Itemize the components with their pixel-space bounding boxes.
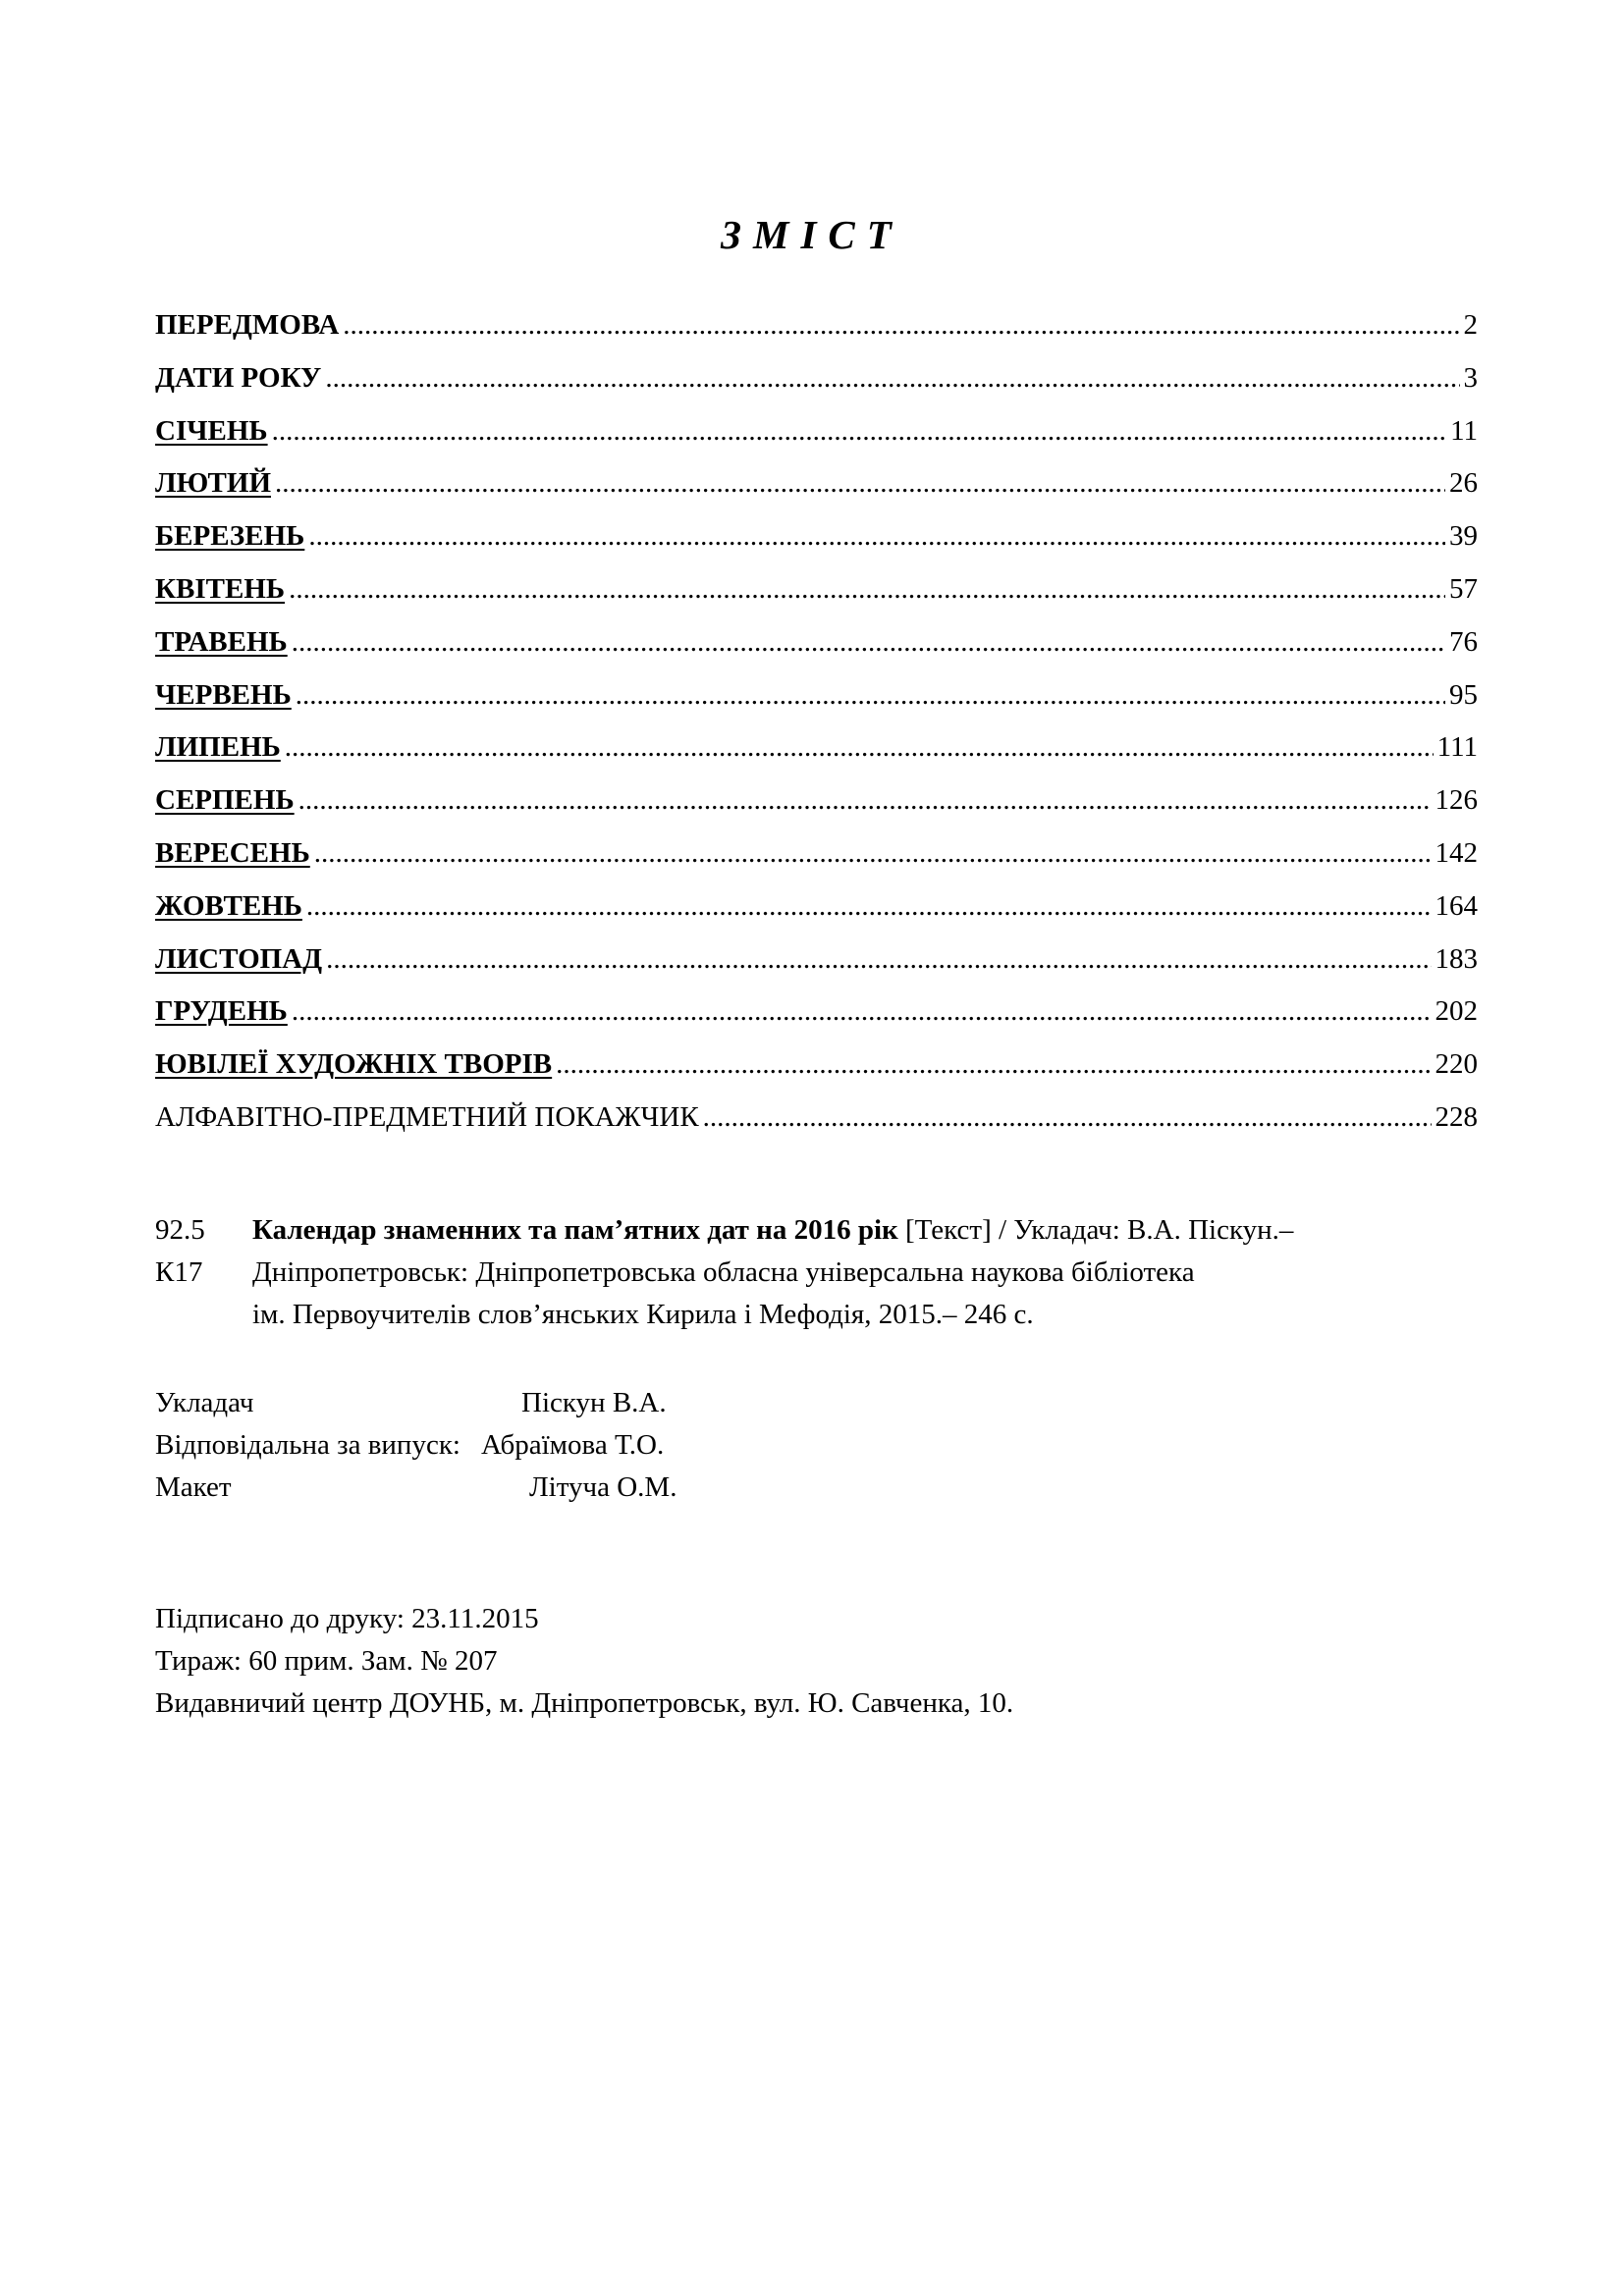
toc-leader-dots [308, 520, 1445, 553]
toc-entry-page: 228 [1435, 1100, 1478, 1133]
toc-entry-page: 202 [1435, 995, 1478, 1028]
toc-leader-dots [343, 309, 1459, 342]
book-title-rest: [Текст] / Укладач: В.А. Піскун.– [897, 1214, 1294, 1246]
author-mark: К17 [155, 1256, 203, 1288]
toc-leader-dots [275, 467, 1445, 500]
toc-entry-page: 126 [1435, 784, 1478, 817]
toc-leader-dots [296, 679, 1445, 712]
toc-entry-page: 39 [1449, 520, 1478, 553]
toc-entry-label: АЛФАВІТНО-ПРЕДМЕТНИЙ ПОКАЖЧИК [155, 1100, 699, 1133]
credit-name: Абраїмова Т.О. [481, 1429, 665, 1461]
credit-role: Відповідальна за випуск: [155, 1429, 460, 1461]
toc-entry-label: ЛИСТОПАД [155, 942, 323, 975]
toc-entry [155, 626, 1478, 679]
credit-name: Піскун В.А. [521, 1387, 667, 1418]
toc-entry-label: КВІТЕНЬ [155, 572, 286, 605]
toc-leader-dots [703, 1101, 1432, 1134]
toc-leader-dots [289, 573, 1445, 606]
toc-entry [155, 1048, 1478, 1101]
toc-entry-label: БЕРЕЗЕНЬ [155, 520, 305, 553]
toc-entry-label: ВЕРЕСЕНЬ [155, 836, 310, 869]
toc-entry-page: 76 [1449, 625, 1478, 658]
toc-entry-label: ЖОВТЕНЬ [155, 889, 302, 922]
print-run: Тираж: 60 прим. Зам. № 207 [155, 1645, 498, 1677]
toc-entry-page: 183 [1435, 942, 1478, 975]
toc-entry-page: 11 [1450, 414, 1478, 447]
toc-entry-label: ГРУДЕНЬ [155, 995, 288, 1028]
publication-place: Дніпропетровськ: Дніпропетровська обласна універсальна наукова бібліотека [252, 1256, 1195, 1288]
toc-entry [155, 573, 1478, 626]
toc-entry [155, 784, 1478, 837]
credit-responsible [155, 1424, 665, 1467]
toc-leader-dots [285, 731, 1434, 764]
toc-entry-label: СІЧЕНЬ [155, 414, 268, 447]
toc-entry-label: ЛЮТИЙ [155, 467, 271, 500]
toc-entry-page: 95 [1449, 678, 1478, 711]
toc-entry-page: 2 [1463, 309, 1478, 341]
toc-entry [155, 362, 1478, 415]
credit-name: Літуча О.М. [529, 1471, 677, 1503]
toc-entry [155, 890, 1478, 943]
imprint-block [155, 1598, 1013, 1725]
toc-leader-dots [292, 995, 1432, 1028]
toc-entry [155, 731, 1478, 784]
toc-entry [155, 467, 1478, 520]
toc-leader-dots [298, 784, 1432, 817]
toc-leader-dots [326, 943, 1431, 976]
toc-entry-page: 26 [1449, 467, 1478, 500]
book-title: Календар знаменних та пам’ятних дат на 2016 рік [252, 1214, 898, 1246]
toc-entry [155, 679, 1478, 732]
toc-entry [155, 309, 1478, 362]
toc-entry-label: ЧЕРВЕНЬ [155, 678, 292, 711]
page-title: ЗМІСТ [721, 212, 903, 257]
toc-leader-dots [325, 362, 1459, 395]
classification-code: 92.5 [155, 1214, 205, 1246]
toc-entry [155, 1101, 1478, 1154]
toc-entry-label: ТРАВЕНЬ [155, 625, 288, 658]
toc-entry-label: СЕРПЕНЬ [155, 784, 295, 817]
publisher-address: Видавничий центр ДОУНБ, м. Дніпропетровськ, вул. Ю. Савченка, 10. [155, 1687, 1014, 1719]
toc-entry [155, 837, 1478, 890]
toc-entry [155, 415, 1478, 468]
toc-entry-page: 220 [1435, 1048, 1478, 1081]
table-of-contents [155, 309, 1478, 1154]
toc-leader-dots [556, 1048, 1431, 1081]
signed-date: Підписано до друку: 23.11.2015 [155, 1603, 539, 1634]
toc-entry-label: ДАТИ РОКУ [155, 361, 322, 394]
toc-leader-dots [306, 890, 1432, 923]
toc-leader-dots [292, 626, 1445, 659]
bibliographic-record [155, 1209, 1293, 1336]
credit-role: Укладач [155, 1387, 254, 1418]
toc-entry [155, 995, 1478, 1048]
bib-line-2 [155, 1252, 1293, 1294]
toc-entry-label: ЮВІЛЕЇ ХУДОЖНІХ ТВОРІВ [155, 1048, 553, 1081]
bib-line-1 [155, 1209, 1293, 1252]
toc-entry-label: ЛИПЕНЬ [155, 731, 281, 764]
toc-entry-page: 3 [1463, 361, 1478, 394]
toc-entry [155, 520, 1478, 573]
credit-role: Макет [155, 1471, 232, 1503]
toc-entry-page: 111 [1436, 731, 1478, 764]
toc-entry [155, 943, 1478, 996]
bib-line-3 [155, 1294, 1293, 1336]
publisher-details: ім. Первоучителів слов’янських Кирила і Мефодія, 2015.– 246 с. [252, 1299, 1034, 1330]
credits-block [155, 1382, 677, 1509]
toc-leader-dots [272, 415, 1446, 448]
toc-entry-page: 142 [1435, 836, 1478, 869]
credit-compiler [155, 1382, 667, 1424]
toc-entry-page: 57 [1449, 572, 1478, 605]
toc-entry-page: 164 [1435, 889, 1478, 922]
toc-leader-dots [314, 837, 1432, 870]
toc-entry-label: ПЕРЕДМОВА [155, 309, 340, 341]
credit-layout [155, 1467, 677, 1509]
